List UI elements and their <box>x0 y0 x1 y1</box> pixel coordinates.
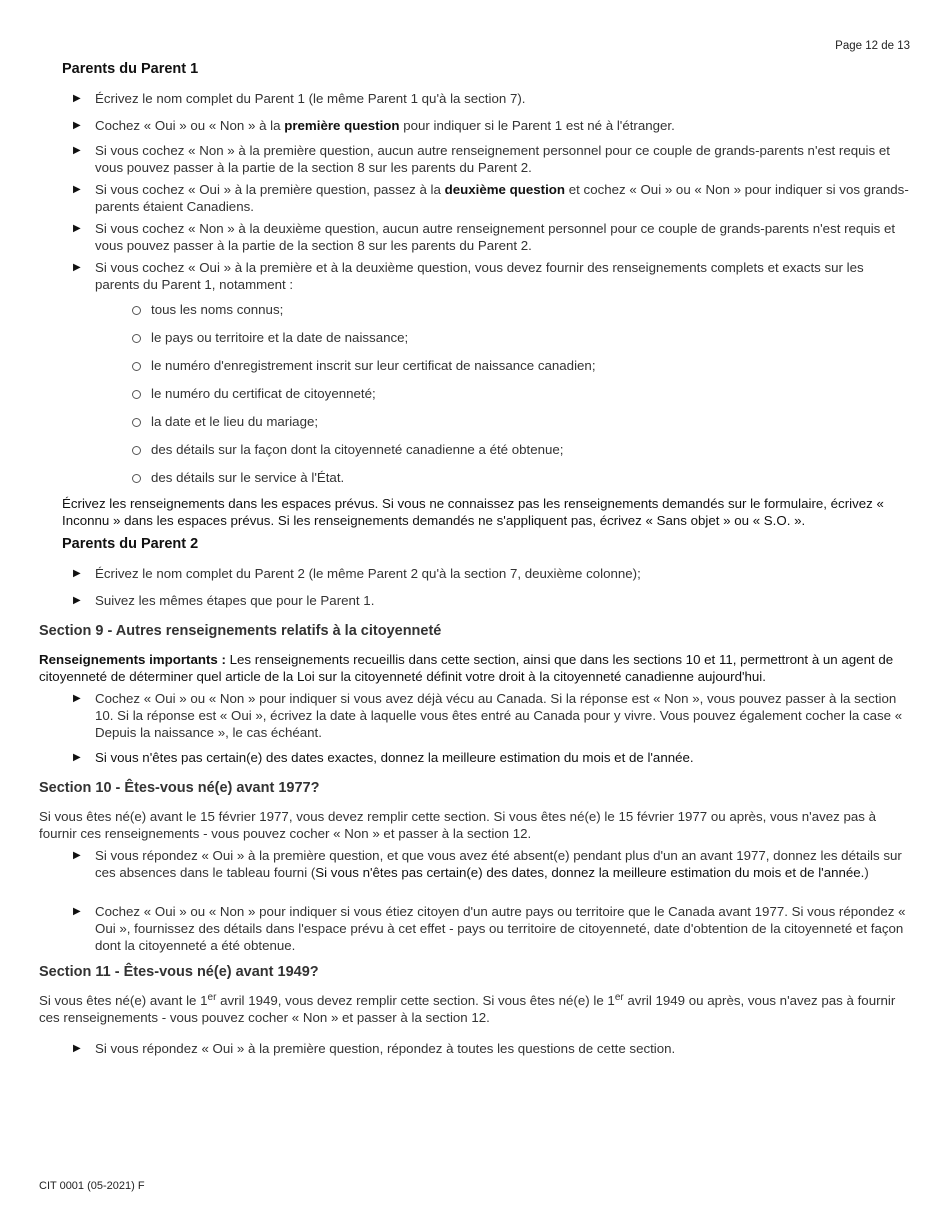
section-11-intro: Si vous êtes né(e) avant le 1er avril 1949, vous devez remplir cette section. Si vous êtes né(e) le 1er avril 1949 ou après, vous n'avez pas à fournir ces renseignements - vous pouvez cocher « Non » et passer à la section 12. <box>39 992 896 1025</box>
list-item: Cochez « Oui » ou « Non » pour indiquer si vous étiez citoyen d'un autre pays ou territoire que le Canada avant 1977. Si vous répondez « Oui », fournissez des détails dans l'espace prévu à cet effet - pays ou territoire de citoyenneté, date d'obtention de la citoyenneté et façon dont la citoyenneté a été obtenue. <box>95 904 906 953</box>
sub-list-item: des détails sur la façon dont la citoyenneté canadienne a été obtenue; <box>151 442 564 457</box>
bullet-arrow-icon: ▶ <box>73 93 81 104</box>
bullet-arrow-icon: ▶ <box>73 145 81 156</box>
sub-list-item: le pays ou territoire et la date de naissance; <box>151 330 409 345</box>
heading-section-10: Section 10 - Êtes-vous né(e) avant 1977? <box>39 780 320 796</box>
page-number: Page 12 de 13 <box>835 40 910 52</box>
list-item: Si vous cochez « Non » à la deuxième question, aucun autre renseignement personnel pour ce couple de grands-parents n'est requis et vous pouvez passer à la partie de la section 8 sur les parents du Parent 2. <box>95 221 896 253</box>
sub-list-item: la date et le lieu du mariage; <box>151 414 319 429</box>
heading-section-9: Section 9 - Autres renseignements relatifs à la citoyenneté <box>39 623 442 639</box>
sub-list-item: le numéro d'enregistrement inscrit sur leur certificat de naissance canadien; <box>151 358 596 373</box>
bullet-arrow-icon: ▶ <box>73 120 81 131</box>
list-item: Si vous cochez « Non » à la première question, aucun autre renseignement personnel pour ce couple de grands-parents n'est requis et vous pouvez passer à la partie de la section 8 sur les parents du Parent 2. <box>95 143 890 175</box>
list-item: Si vous répondez « Oui » à la première question, répondez à toutes les questions de cette section. <box>95 1041 676 1056</box>
bullet-arrow-icon: ▶ <box>73 184 81 195</box>
sub-list-item: le numéro du certificat de citoyenneté; <box>151 386 376 401</box>
bullet-arrow-icon: ▶ <box>73 568 81 579</box>
list-item: Suivez les mêmes étapes que pour le Parent 1. <box>95 593 375 608</box>
circle-bullet-icon <box>132 418 141 427</box>
bullet-arrow-icon: ▶ <box>73 752 81 763</box>
bullet-arrow-icon: ▶ <box>73 906 81 917</box>
circle-bullet-icon <box>132 390 141 399</box>
list-item: Si vous n'êtes pas certain(e) des dates exactes, donnez la meilleure estimation du mois et de l'année. <box>95 750 694 765</box>
bullet-arrow-icon: ▶ <box>73 1043 81 1054</box>
circle-bullet-icon <box>132 446 141 455</box>
sub-list-item: tous les noms connus; <box>151 302 284 317</box>
section-10-intro: Si vous êtes né(e) avant le 15 février 1977, vous devez remplir cette section. Si vous êtes né(e) le 15 février 1977 ou après, vous n'avez pas à fournir ces renseignements - vous pouvez cocher « Non » et passer à la section 12. <box>39 809 877 841</box>
circle-bullet-icon <box>132 362 141 371</box>
instructions-note: Écrivez les renseignements dans les espaces prévus. Si vous ne connaissez pas les renseignements demandés sur le formulaire, écrivez « Inconnu » dans les espaces prévus. Si les renseignements demandés ne s'appliquent pas, écrivez « Sans objet » ou « S.O. ». <box>62 496 884 528</box>
heading-section-11: Section 11 - Êtes-vous né(e) avant 1949? <box>39 964 319 980</box>
circle-bullet-icon <box>132 474 141 483</box>
list-item: Écrivez le nom complet du Parent 2 (le même Parent 2 qu'à la section 7, deuxième colonne); <box>95 566 641 581</box>
heading-parents-parent-2: Parents du Parent 2 <box>62 536 199 552</box>
heading-parents-parent-1: Parents du Parent 1 <box>62 61 199 77</box>
list-item: Cochez « Oui » ou « Non » à la première question pour indiquer si le Parent 1 est né à l'étranger. <box>95 118 675 133</box>
bullet-arrow-icon: ▶ <box>73 223 81 234</box>
list-item: Si vous cochez « Oui » à la première et à la deuxième question, vous devez fournir des renseignements complets et exacts sur les parents du Parent 1, notamment : <box>95 260 864 292</box>
circle-bullet-icon <box>132 306 141 315</box>
form-code: CIT 0001 (05-2021) F <box>39 1180 145 1192</box>
circle-bullet-icon <box>132 334 141 343</box>
list-item: Si vous cochez « Oui » à la première question, passez à la deuxième question et cochez « Oui » ou « Non » pour indiquer si vos grands-parents étaient Canadiens. <box>95 182 909 214</box>
list-item: Écrivez le nom complet du Parent 1 (le même Parent 1 qu'à la section 7). <box>95 91 526 106</box>
bullet-arrow-icon: ▶ <box>73 693 81 704</box>
sub-list-item: des détails sur le service à l'État. <box>151 470 345 485</box>
section-9-intro: Renseignements importants : Les renseignements recueillis dans cette section, ainsi que dans les sections 10 et 11, permettront à un agent de citoyenneté de déterminer quel article de la Loi sur la citoyenneté définit votre droit à la citoyenneté canadienne aujourd'hui. <box>39 652 894 684</box>
bullet-arrow-icon: ▶ <box>73 850 81 861</box>
bullet-arrow-icon: ▶ <box>73 262 81 273</box>
list-item: Si vous répondez « Oui » à la première question, et que vous avez été absent(e) pendant plus d'un an avant 1977, donnez les détails sur ces absences dans le tableau fourni (Si vous n'êtes pas certain(e) des dates, donnez la meilleure estimation du mois et de l'année.) <box>95 848 902 880</box>
bullet-arrow-icon: ▶ <box>73 595 81 606</box>
list-item: Cochez « Oui » ou « Non » pour indiquer si vous avez déjà vécu au Canada. Si la réponse est « Non », vous pouvez passer à la section 10. Si la réponse est « Oui », écrivez la date à laquelle vous êtes entré au Canada pour y vivre. Vous pouvez également cocher la case « Depuis la naissance », le cas échéant. <box>95 691 903 740</box>
